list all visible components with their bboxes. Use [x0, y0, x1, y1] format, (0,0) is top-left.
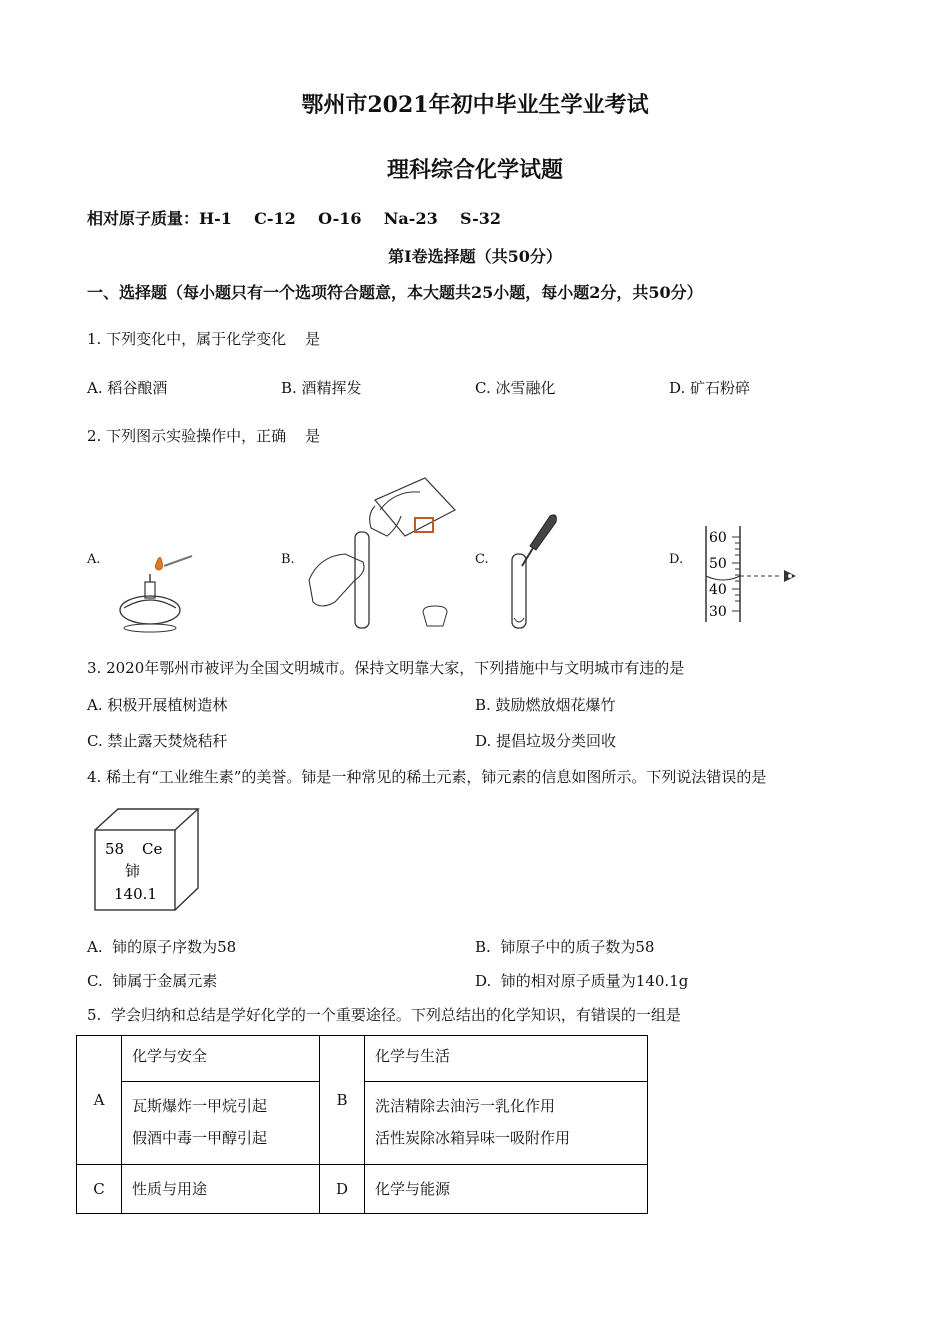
- dropper-figure: [500, 510, 570, 636]
- q4-option-b[interactable]: B. 铈原子中的质子数为58: [475, 938, 655, 956]
- atomic-mass-line: 相对原子质量：H-1 C-12 O-16 Na-23 S-32: [87, 209, 502, 228]
- q3-option-d[interactable]: D. 提倡垃圾分类回收: [475, 732, 617, 750]
- element-symbol: Ce: [142, 840, 163, 858]
- q5-row-a-letter[interactable]: A: [77, 1036, 122, 1165]
- element-cell-box: [92, 806, 202, 912]
- cylinder-tick-40: 40: [709, 582, 727, 598]
- q5-row-d-letter[interactable]: D: [320, 1165, 365, 1214]
- q5-row-c-letter[interactable]: C: [77, 1165, 122, 1214]
- q5-row-d-heading: 化学与能源: [365, 1165, 648, 1214]
- q5-row-a-line-1: 瓦斯爆炸一甲烷引起: [132, 1097, 268, 1116]
- question-1-stem: 1. 下列变化中，属于化学变化 是: [87, 330, 321, 348]
- q5-row-c-heading: 性质与用途: [122, 1165, 320, 1214]
- element-mass: 140.1: [114, 885, 157, 903]
- cylinder-tick-30: 30: [709, 604, 727, 620]
- question-5-stem: 5. 学会归纳和总结是学好化学的一个重要途径。下列总结出的化学知识，有错误的一组是: [87, 1006, 681, 1024]
- q5-row-a-heading: 化学与安全: [122, 1036, 320, 1082]
- q3-option-b[interactable]: B. 鼓励燃放烟花爆竹: [475, 696, 616, 714]
- exam-subtitle: 理科综合化学试题: [386, 157, 563, 183]
- element-number: 58: [105, 840, 125, 858]
- part-one-heading: 一、选择题（每小题只有一个选项符合题意，本大题共25小题，每小题2分，共50分）: [87, 283, 703, 302]
- q5-row-b-line-2: 活性炭除冰箱异味一吸附作用: [375, 1129, 571, 1148]
- q4-option-a[interactable]: A. 铈的原子序数为58: [87, 938, 237, 956]
- q1-option-a[interactable]: A. 稻谷酿酒: [87, 379, 168, 397]
- q5-row-a-content: [122, 1082, 320, 1165]
- q5-row-b-letter[interactable]: B: [320, 1036, 365, 1165]
- q3-option-a[interactable]: A. 积极开展植树造林: [87, 696, 228, 714]
- graduated-cylinder-figure: [700, 524, 810, 626]
- q1-option-c[interactable]: C. 冰雪融化: [475, 379, 556, 397]
- q4-option-d[interactable]: D. 铈的相对原子质量为140.1g: [475, 972, 689, 990]
- element-name: 铈: [125, 862, 141, 880]
- q1-option-d[interactable]: D. 矿石粉碎: [669, 379, 751, 397]
- q5-row-a-line-2: 假酒中毒一甲醇引起: [132, 1129, 268, 1148]
- q3-option-c[interactable]: C. 禁止露天焚烧秸秆: [87, 732, 228, 750]
- q5-row-b-line-1: 洗洁精除去油污一乳化作用: [375, 1097, 556, 1116]
- pouring-liquid-figure: [305, 470, 465, 636]
- question-2-stem: 2. 下列图示实验操作中，正确 是: [87, 427, 321, 445]
- section-title: 第Ⅰ卷选择题（共50分）: [388, 247, 562, 266]
- question-4-stem: 4. 稀土有“工业维生素”的美誉。铈是一种常见的稀土元素，铈元素的信息如图所示。下列说法错误的是: [87, 768, 767, 786]
- exam-title: 鄂州市2021年初中毕业生学业考试: [301, 92, 649, 118]
- q4-option-c[interactable]: C. 铈属于金属元素: [87, 972, 218, 990]
- q5-row-b-content: [365, 1082, 648, 1165]
- q1-option-b[interactable]: B. 酒精挥发: [281, 379, 362, 397]
- alcohol-lamp-figure: [112, 548, 202, 634]
- q2-figure-a-label[interactable]: A.: [87, 552, 101, 567]
- q5-summary-table: [76, 1035, 648, 1214]
- cylinder-tick-60: 60: [709, 530, 727, 546]
- q2-figure-d-label[interactable]: D.: [669, 552, 684, 567]
- q2-figure-b-label[interactable]: B.: [281, 552, 295, 567]
- cylinder-tick-50: 50: [709, 556, 727, 572]
- q2-figure-c-label[interactable]: C.: [475, 552, 489, 567]
- question-3-stem: 3. 2020年鄂州市被评为全国文明城市。保持文明靠大家，下列措施中与文明城市有违的是: [87, 659, 685, 677]
- q5-row-b-heading: 化学与生活: [365, 1036, 648, 1082]
